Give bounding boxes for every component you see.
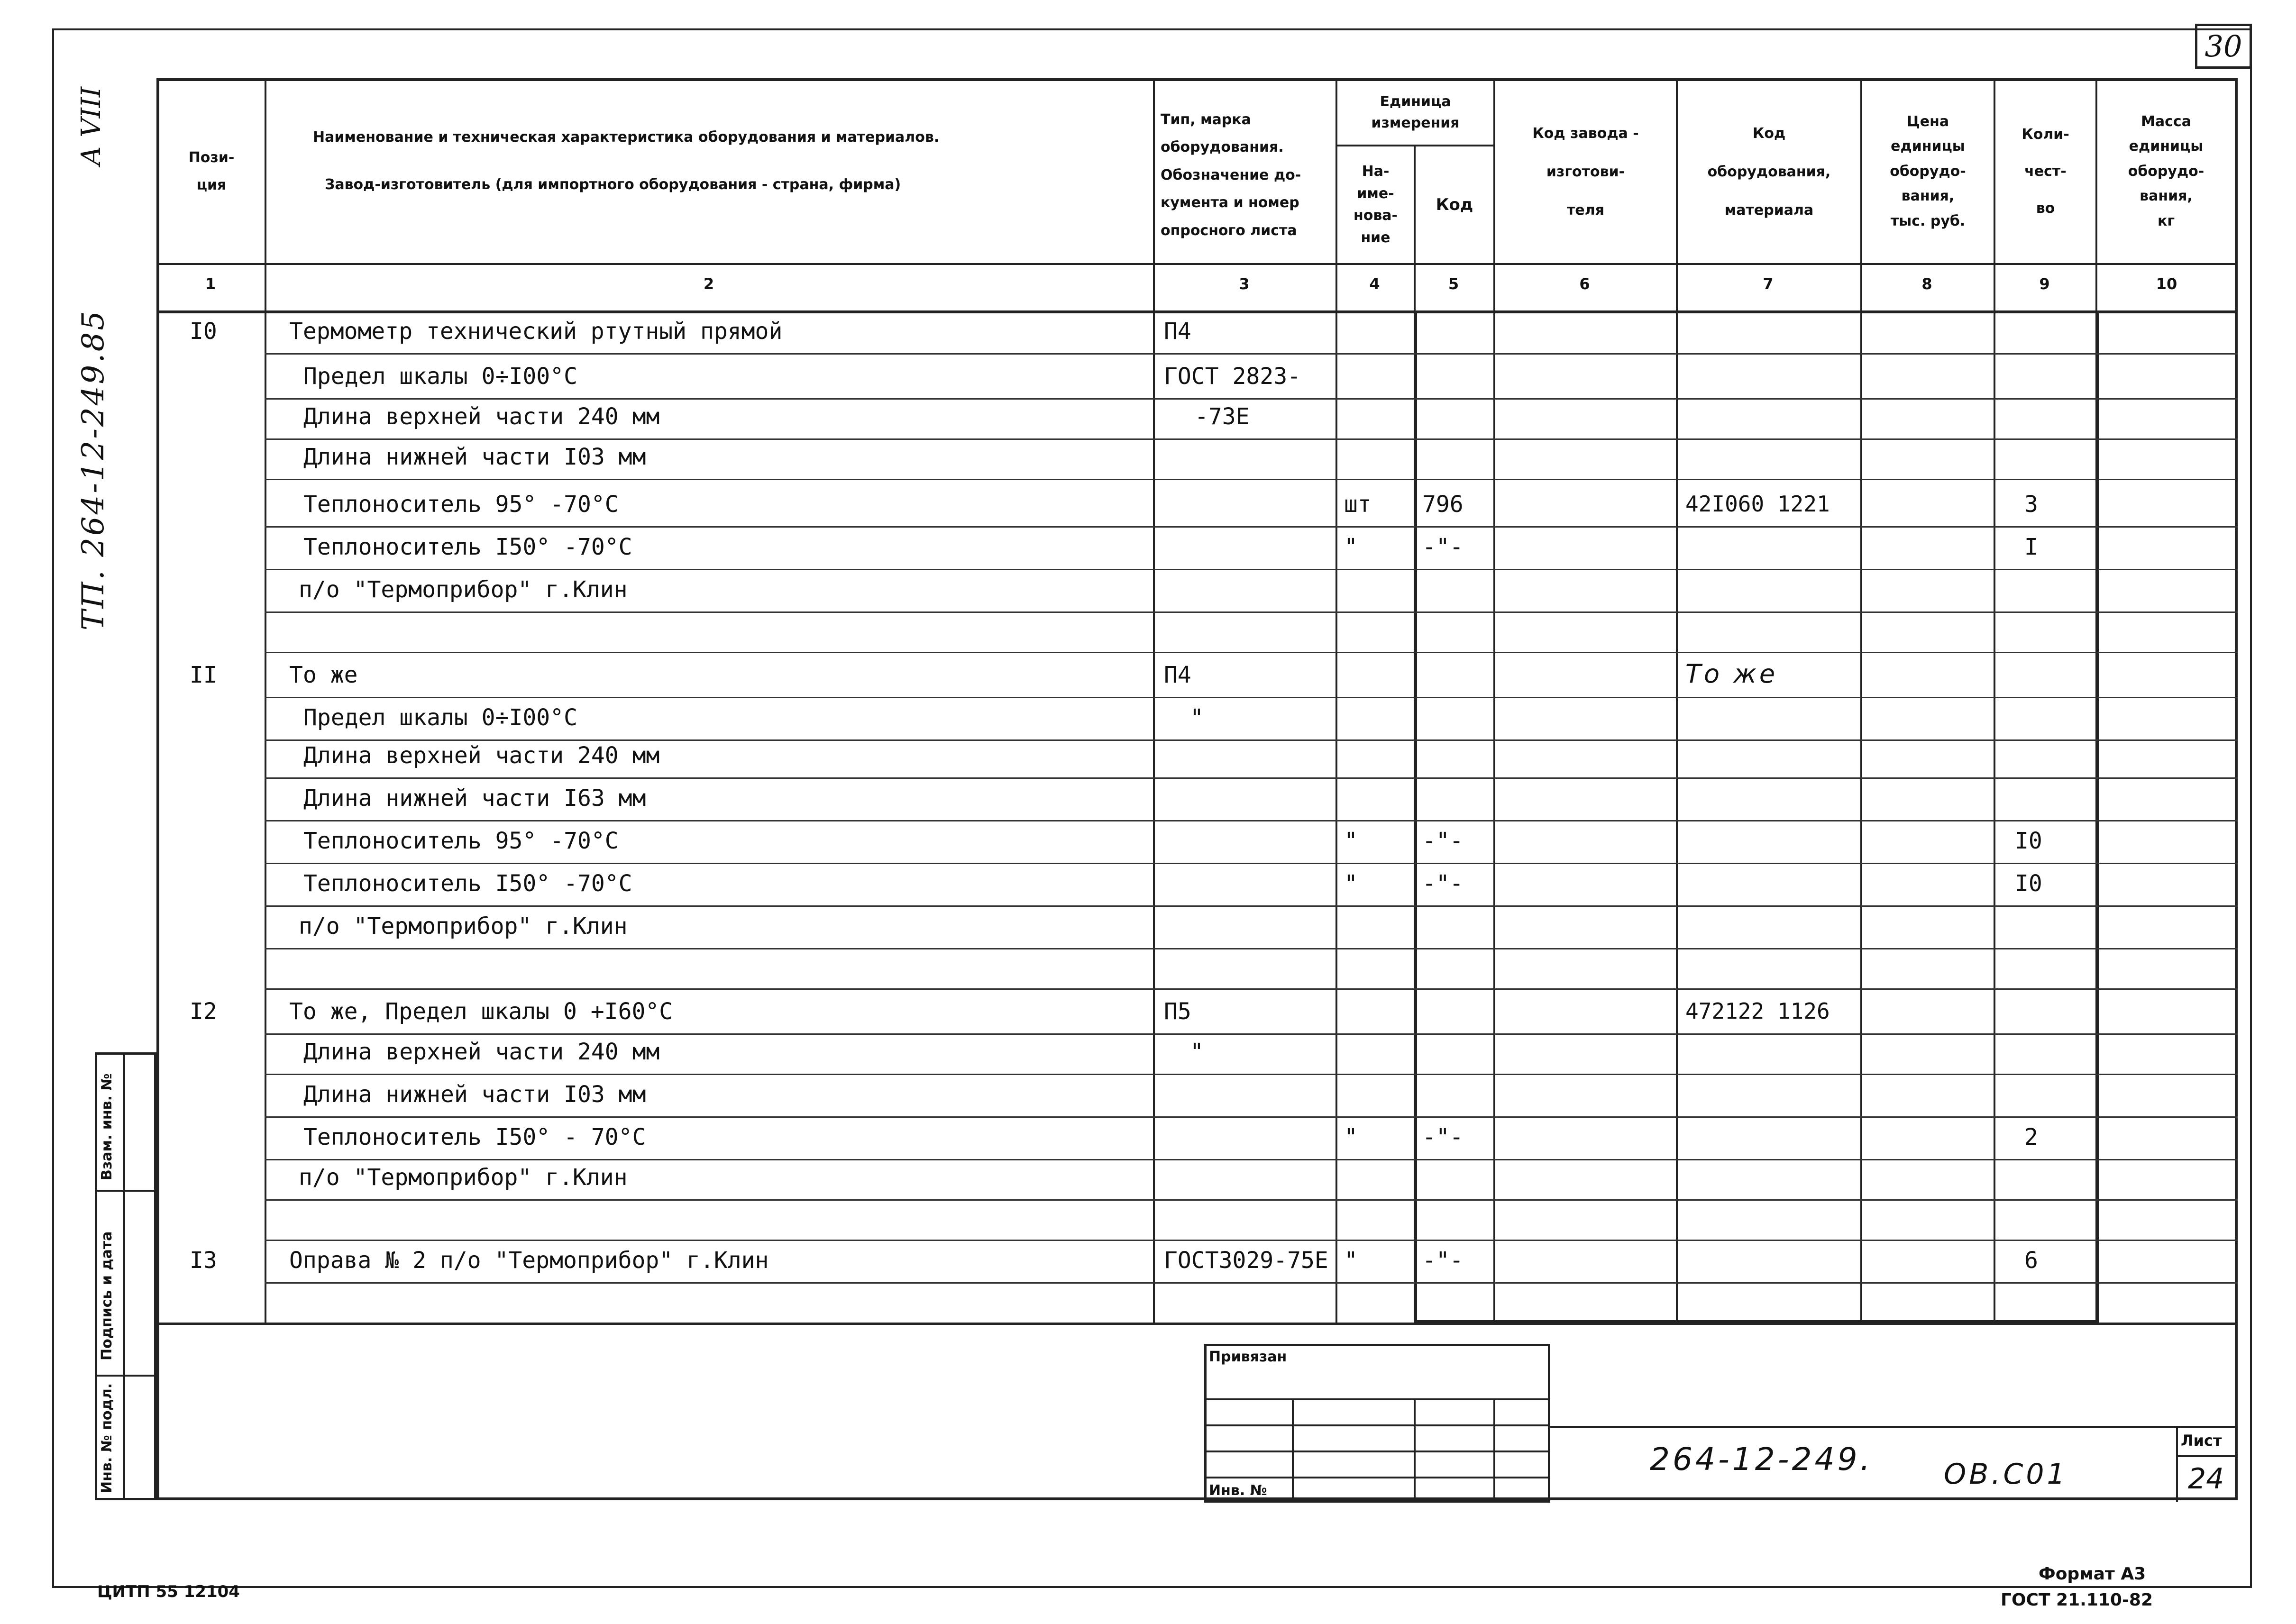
position-cell: II <box>190 662 217 688</box>
column-number: 5 <box>1448 275 1459 293</box>
name-cell: п/о "Термоприбор" г.Клин <box>299 913 628 940</box>
name-cell: Теплоноситель I50° - 70°С <box>303 1124 646 1150</box>
equipment-code-cell: 42I060 1221 <box>1685 491 1830 517</box>
header-position: Пози- ция <box>188 149 235 193</box>
quantity-cell: 3 <box>2024 491 2038 518</box>
header-plant-code: Код завода - изготови- теля <box>1532 125 1639 219</box>
unit-code-cell: 796 <box>1422 491 1464 518</box>
position-cell: I0 <box>190 318 217 345</box>
unit-code-cell: -"- <box>1422 870 1464 897</box>
unit-code-cell: -"- <box>1422 1247 1464 1274</box>
name-cell: Теплоноситель 95° -70°С <box>303 828 619 854</box>
name-cell: То же, Предел шкалы 0 +I60°С <box>289 998 673 1025</box>
unit-code-cell: -"- <box>1422 1124 1464 1150</box>
position-cell: I3 <box>190 1247 217 1274</box>
unit-code-cell: -"- <box>1422 828 1464 854</box>
footer-gost: ГОСТ 21.110-82 <box>2001 1590 2153 1610</box>
unit-code-cell: -"- <box>1422 534 1464 560</box>
name-cell: Длина нижней части I63 мм <box>303 785 646 812</box>
header-equipment-code: Код оборудования, материала <box>1707 125 1831 219</box>
name-cell: Длина нижней части I03 мм <box>303 1081 646 1108</box>
name-cell: Оправа № 2 п/о "Термоприбор" г.Клин <box>289 1247 769 1274</box>
name-cell: Теплоноситель 95° -70°С <box>303 491 619 518</box>
type-cell: П5 <box>1164 998 1191 1025</box>
header-unit-code: Код <box>1436 195 1473 214</box>
type-cell: " <box>1190 704 1204 731</box>
sheet-code: ОВ.С01 <box>1944 1458 2068 1491</box>
header-price: Цена единицы оборудо- вания, тыс. руб. <box>1890 113 1966 229</box>
name-cell: Длина верхней части 240 мм <box>303 1039 660 1065</box>
quantity-cell: I0 <box>2015 828 2042 854</box>
doc-number: 264-12-249. <box>1650 1441 1873 1478</box>
name-cell: То же <box>289 662 358 688</box>
unit-name-cell: " <box>1344 1124 1358 1150</box>
list-label: Лист <box>2181 1432 2222 1450</box>
type-cell: П4 <box>1164 318 1191 345</box>
name-cell: Длина верхней части 240 мм <box>303 742 660 769</box>
type-cell: П4 <box>1164 662 1191 688</box>
type-cell: -73Е <box>1195 403 1250 430</box>
stamp-block <box>1204 1344 1550 1503</box>
header-quantity: Коли- чест- во <box>2022 126 2069 217</box>
type-cell: " <box>1190 1039 1204 1065</box>
unit-name-cell: шт <box>1344 491 1372 518</box>
name-cell: Теплоноситель I50° -70°С <box>303 870 632 897</box>
list-number: 24 <box>2188 1462 2224 1496</box>
column-number: 2 <box>703 275 714 293</box>
name-cell: Теплоноситель I50° -70°С <box>303 534 632 560</box>
position-cell: I2 <box>190 998 217 1025</box>
name-cell: Предел шкалы 0÷I00°С <box>303 704 577 731</box>
column-number: 4 <box>1369 275 1380 293</box>
header-unit: Единица измерения <box>1371 93 1460 131</box>
column-number: 3 <box>1239 275 1250 293</box>
type-cell: ГОСТ 2823- <box>1164 363 1301 390</box>
footer-format: Формат А3 <box>2039 1564 2146 1584</box>
type-cell: ГОСТ3029-75Е <box>1164 1247 1328 1274</box>
quantity-cell: I0 <box>2015 870 2042 897</box>
unit-name-cell: " <box>1344 534 1358 560</box>
header-unit-name: На- име- нова- ние <box>1353 163 1398 246</box>
column-number: 1 <box>205 275 216 293</box>
header-name-line2: Завод-изготовитель (для импортного оборудования - страна, фирма) <box>325 176 901 193</box>
name-cell: п/о "Термоприбор" г.Клин <box>299 576 628 603</box>
column-number: 7 <box>1763 275 1774 293</box>
column-number: 10 <box>2156 275 2177 293</box>
header-name-line1: Наименование и техническая характеристика оборудования и материалов. <box>313 128 940 146</box>
quantity-cell: I <box>2024 534 2038 560</box>
quantity-cell: 2 <box>2024 1124 2038 1150</box>
sheet-corner-number: 30 <box>2195 24 2252 69</box>
column-number: 6 <box>1579 275 1590 293</box>
name-cell: Термометр технический ртутный прямой <box>289 318 783 345</box>
equipment-code-cell: 472122 1126 <box>1685 998 1830 1024</box>
unit-name-cell: " <box>1344 1247 1358 1274</box>
stamp-inv-no: Инв. № <box>1209 1482 1267 1499</box>
name-cell: Предел шкалы 0÷I00°С <box>303 363 577 390</box>
column-number: 8 <box>1921 275 1932 293</box>
column-number: 9 <box>2039 275 2050 293</box>
unit-name-cell: " <box>1344 828 1358 854</box>
header-type: Тип, марка оборудования. Обозначение до- кумента и номер опросного листа <box>1161 111 1301 239</box>
name-cell: п/о "Термоприбор" г.Клин <box>299 1164 628 1191</box>
name-cell: Длина верхней части 240 мм <box>303 403 660 430</box>
unit-name-cell: " <box>1344 870 1358 897</box>
footer-citp: ЦИТП 55 12104 <box>97 1582 240 1601</box>
stamp-privyazan: Привязан <box>1209 1349 1287 1365</box>
equipment-code-cell: То же <box>1685 659 1778 689</box>
header-mass: Масса единицы оборудо- вания, кг <box>2128 113 2205 229</box>
name-cell: Длина нижней части I03 мм <box>303 444 646 470</box>
quantity-cell: 6 <box>2024 1247 2038 1274</box>
